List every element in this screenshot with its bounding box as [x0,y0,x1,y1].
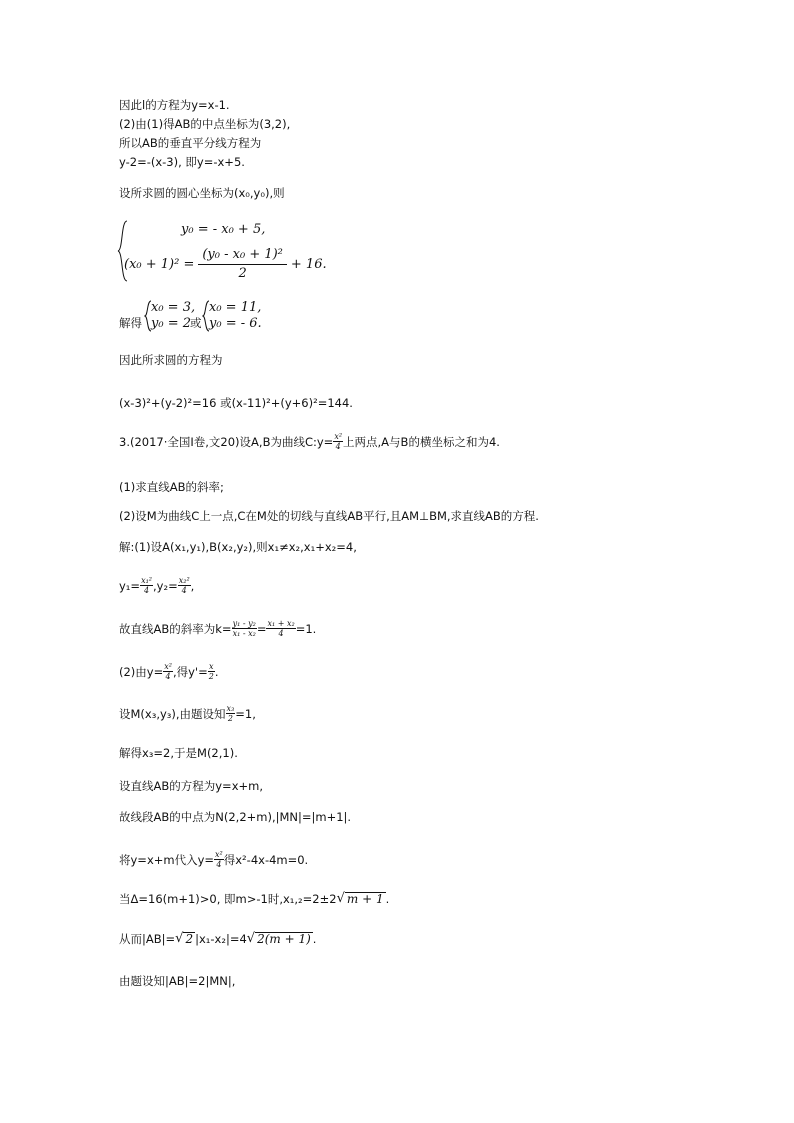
text-part: , [190,578,195,593]
fraction [140,576,153,595]
text-line: 所以AB的垂直平分线方程为 [119,136,262,150]
text-part: 当Δ=16(m+1)>0, 即m>-1时,x₁,₂=2±2 [119,892,337,906]
text-line: (2)由(1)得AB的中点坐标为(3,2), [119,117,291,131]
text-part: 得x²-4x-4m=0. [223,852,309,867]
radicand: 2(m + 1) [257,932,311,946]
radicand: m + 1 [346,892,384,906]
text-part: . [312,932,317,946]
equation-line: x₀ = 3, [151,300,196,315]
text-line: (2)设M为曲线C上一点,C在M处的切线与直线AB平行,且AM⊥BM,求直线AB的方程. [119,509,539,523]
text-line: 由题设知|AB|=2|MN|, [119,974,236,988]
fraction-numerator: x₂² [178,576,190,585]
text-part: (2)由y= [119,664,164,679]
text-line [119,850,308,869]
text-part: 上两点,A与B的横坐标之和为4. [343,434,500,449]
fraction-denominator: 4 [165,672,171,681]
text-part: =1, [235,706,256,721]
text-part: 故直线AB的斜率为k= [119,621,232,636]
fraction [214,850,224,869]
text-line: 故线段AB的中点为N(2,2+m),|MN|=|m+1|. [119,810,352,824]
text-line: 因此所求圆的方程为 [119,353,223,367]
text-line: 解:(1)设A(x₁,y₁),B(x₂,y₂),则x₁≠x₂,x₁+x₂=4, [119,540,357,554]
fraction [333,432,343,451]
text-part: 将y=x+m代入y= [119,852,215,867]
text-line [119,576,194,595]
fraction [226,704,236,723]
text-line [119,704,256,723]
text-line [119,932,316,946]
fraction-numerator: x [209,662,214,671]
text-line: 因此l的方程为y=x-1. [119,98,230,112]
text-part: 设M(x₃,y₃),由题设知 [119,706,226,721]
fraction [266,619,295,638]
text-line: (1)求直线AB的斜率; [119,480,224,494]
fraction-numerator: y₁ - y₂ [232,619,256,628]
fraction-numerator: x² [334,432,343,441]
text-part: y₁= [119,578,141,593]
text-part: 从而|AB|= [119,932,176,946]
text-part: ,得y'= [172,664,208,679]
fraction-denominator: 4 [278,629,284,638]
radical-icon: √ [175,931,184,946]
fraction-numerator: x² [215,850,223,859]
fraction-denominator: 4 [143,586,150,595]
fraction-denominator: x₁ - x₂ [232,629,256,638]
question-line [119,432,500,451]
fraction-denominator: 2 [208,672,214,681]
text-part: =1. [295,621,317,636]
text-line: 解得x₃=2,于是M(2,1). [119,746,238,760]
text-line [119,892,389,906]
text-line: 或 [190,316,202,330]
fraction-denominator: 4 [181,586,187,595]
equation-line: x₀ = 11, [209,300,262,315]
fraction [178,576,191,595]
text-line: 解得 [119,316,142,330]
equation-line [124,246,327,283]
text-part: = [256,621,267,636]
equation-line: y₀ = - 6. [209,316,262,331]
fraction-numerator: x₁ + x₂ [267,619,295,628]
radicand: 2 [185,932,194,946]
fraction-denominator: 2 [238,266,247,281]
fraction-denominator: 2 [227,714,233,723]
text-line [119,619,316,638]
fraction-numerator: x₁² [141,576,152,585]
text-part: 3.(2017·全国Ⅰ卷,文20)设A,B为曲线C:y= [119,434,334,449]
fraction [198,246,287,283]
text-part: . [214,664,219,679]
equation-part: + 16. [290,257,327,272]
fraction-numerator: x² [164,662,172,671]
fraction [163,662,173,681]
fraction-denominator: 4 [216,860,222,869]
text-line: y-2=-(x-3), 即y=-x+5. [119,155,245,169]
fraction [208,662,215,681]
text-line: (x-3)²+(y-2)²=16 或(x-11)²+(y+6)²=144. [119,396,353,410]
text-line [119,662,218,681]
text-part: |x₁-x₂|=4 [195,932,247,946]
equation-line: y₀ = 2 [151,316,191,331]
fraction [232,619,257,638]
text-line: 设所求圆的圆心坐标为(x₀,y₀),则 [119,186,285,200]
fraction-numerator: (y₀ - x₀ + 1)² [198,246,287,265]
text-part: . [385,892,390,906]
text-part: ,y₂= [153,578,178,593]
equation-part: (x₀ + 1)² = [124,257,195,272]
radical-icon: √ [336,891,345,906]
text-line: 设直线AB的方程为y=x+m, [119,779,263,793]
fraction-denominator: 4 [335,442,341,451]
fraction-numerator: x₃ [226,704,235,713]
equation-line: y₀ = - x₀ + 5, [181,222,266,237]
radical-icon: √ [246,931,256,946]
